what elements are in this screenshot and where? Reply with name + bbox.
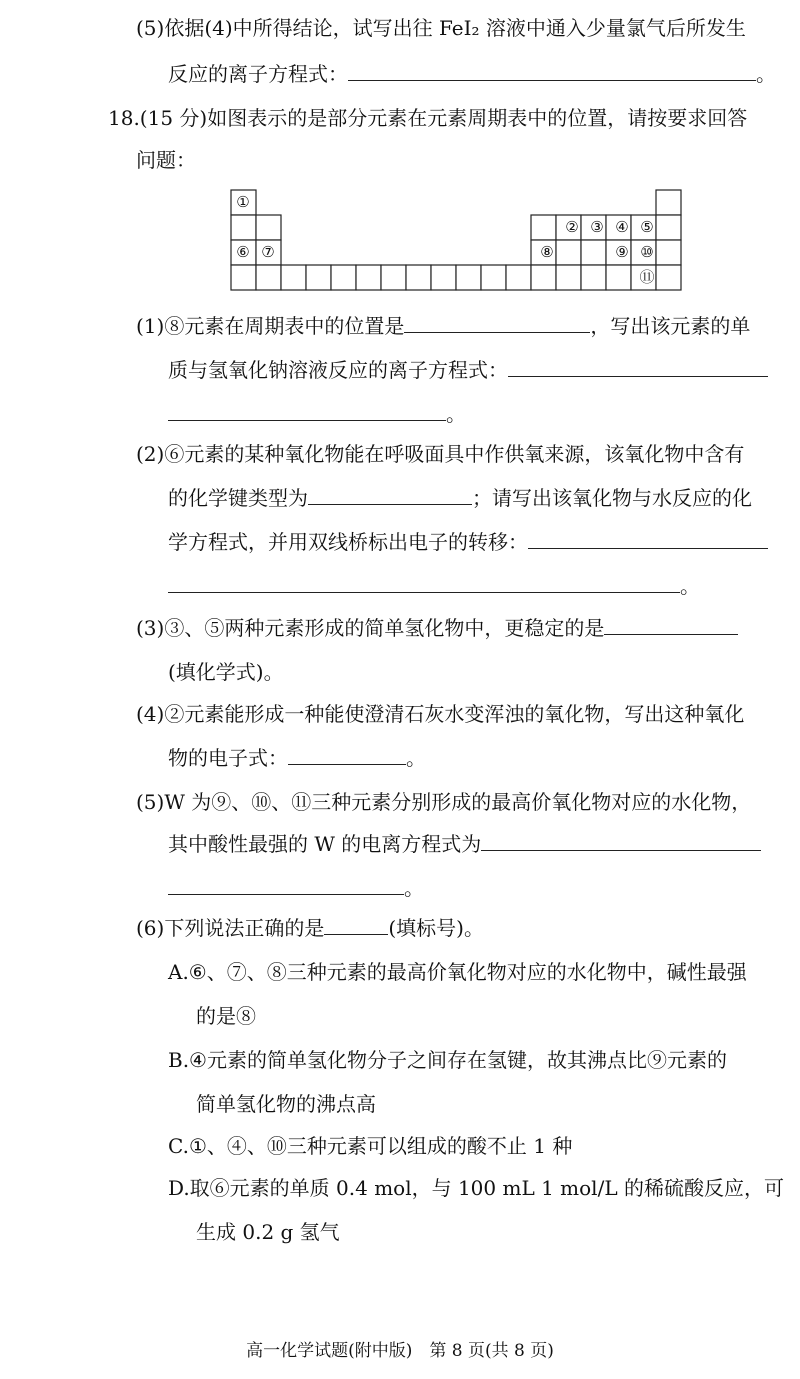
mark-4: ④ <box>615 218 629 236</box>
table-cell <box>656 215 681 240</box>
q18-header: 18.(15 分)如图表示的是部分元素在元素周期表中的位置，请按要求回答 <box>108 106 748 130</box>
p1-label-2: 质与氢氧化钠溶液反应的离子方程式： <box>168 358 508 382</box>
p4-line-2 <box>168 744 426 772</box>
table-cell <box>656 190 681 215</box>
mark-2: ② <box>565 218 579 236</box>
periodic-table-diagram <box>0 0 800 300</box>
option-b-line-2: 简单氢化物的沸点高 <box>196 1092 376 1116</box>
p2-label: 的化学键类型为 <box>168 486 308 510</box>
table-cell <box>406 265 431 290</box>
table-cell <box>531 215 556 240</box>
table-cell <box>381 265 406 290</box>
table-cell <box>556 240 581 265</box>
period: 。 <box>446 402 466 426</box>
table-cell <box>656 265 681 290</box>
mark-10: ⑩ <box>640 243 654 261</box>
mark-7: ⑦ <box>261 243 275 261</box>
p1-label: (1)⑧元素在周期表中的位置是 <box>136 314 405 338</box>
page-footer: 高一化学试题(附中版) 第 8 页(共 8 页) <box>246 1341 554 1361</box>
option-d-line-2: 生成 0.2 g 氢气 <box>196 1220 340 1244</box>
mark-6: ⑥ <box>236 243 250 261</box>
p3-line-2: (填化学式)。 <box>168 660 284 684</box>
p3-label: (3)③、⑤两种元素形成的简单氢化物中，更稳定的是 <box>136 616 605 640</box>
table-cell <box>256 215 281 240</box>
p5-line-2 <box>168 830 761 858</box>
q17-5-line-1: (5)依据(4)中所得结论，试写出往 FeI₂ 溶液中通入少量氯气后所发生 <box>136 16 746 40</box>
table-cell <box>431 265 456 290</box>
answer-blank[interactable] <box>168 874 404 895</box>
p5-line-3 <box>168 874 424 902</box>
answer-blank[interactable] <box>308 484 472 505</box>
p1-label-end: ，写出该元素的单 <box>590 314 751 338</box>
table-cell <box>581 265 606 290</box>
answer-blank[interactable] <box>324 914 388 935</box>
period: 。 <box>756 62 776 86</box>
table-cell <box>656 240 681 265</box>
mark-8: ⑧ <box>540 243 554 261</box>
p2-label-end: ；请写出该氧化物与水反应的化 <box>472 486 752 510</box>
p4-line-1: (4)②元素能形成一种能使澄清石灰水变浑浊的氧化物，写出这种氧化 <box>136 702 745 726</box>
q17-5-label: 反应的离子方程式： <box>168 62 348 86</box>
table-cell <box>531 265 556 290</box>
period: 。 <box>406 746 426 770</box>
answer-blank[interactable] <box>168 572 680 593</box>
mark-1: ① <box>236 193 250 211</box>
mark-11: ⑪ <box>639 268 655 286</box>
table-cell <box>231 215 256 240</box>
answer-blank[interactable] <box>604 614 738 635</box>
p6-line <box>136 914 484 942</box>
p6-label: (6)下列说法正确的是 <box>136 916 325 940</box>
p3-line-1 <box>136 614 738 642</box>
answer-blank[interactable] <box>481 830 761 851</box>
answer-blank[interactable] <box>168 400 446 421</box>
table-cell <box>306 265 331 290</box>
p2-label-3: 学方程式，并用双线桥标出电子的转移： <box>168 530 528 554</box>
p1-line-3 <box>168 400 466 428</box>
mark-5: ⑤ <box>640 218 654 236</box>
table-cell <box>481 265 506 290</box>
mark-3: ③ <box>590 218 604 236</box>
period: 。 <box>680 574 700 598</box>
p1-line-1 <box>136 312 750 340</box>
table-cell <box>506 265 531 290</box>
p5-label: 其中酸性最强的 W 的电离方程式为 <box>168 832 482 856</box>
p2-line-1: (2)⑥元素的某种氧化物能在呼吸面具中作供氧来源，该氧化物中含有 <box>136 442 745 466</box>
table-cell <box>606 265 631 290</box>
option-a-line-1: A.⑥、⑦、⑧三种元素的最高价氧化物对应的水化物中，碱性最强 <box>168 960 747 984</box>
answer-blank[interactable] <box>288 744 406 765</box>
option-d-line-1: D.取⑥元素的单质 0.4 mol，与 100 mL 1 mol/L 的稀硫酸反应，可 <box>168 1176 784 1200</box>
answer-blank[interactable] <box>404 312 590 333</box>
p4-label: 物的电子式： <box>168 746 288 770</box>
option-b-line-1: B.④元素的简单氢化物分子之间存在氢键，故其沸点比⑨元素的 <box>168 1048 727 1072</box>
p5-line-1: (5)W 为⑨、⑩、⑪三种元素分别形成的最高价氧化物对应的水化物， <box>136 790 752 814</box>
table-cell <box>556 265 581 290</box>
q18-header-2: 问题： <box>136 148 196 172</box>
table-cell <box>356 265 381 290</box>
table-cell <box>331 265 356 290</box>
p6-label-end: (填标号)。 <box>388 916 484 940</box>
mark-9: ⑨ <box>615 243 629 261</box>
answer-blank[interactable] <box>528 528 768 549</box>
table-cell <box>581 240 606 265</box>
option-c-line-1: C.①、④、⑩三种元素可以组成的酸不止 1 种 <box>168 1134 573 1158</box>
table-cells <box>231 190 681 290</box>
table-cell <box>456 265 481 290</box>
p2-line-4 <box>168 572 700 600</box>
table-cell <box>281 265 306 290</box>
p2-line-3 <box>168 528 768 556</box>
option-a-line-2: 的是⑧ <box>196 1004 256 1028</box>
p1-line-2 <box>168 356 768 384</box>
p2-line-2 <box>168 484 752 512</box>
table-cell <box>256 265 281 290</box>
answer-blank[interactable] <box>508 356 768 377</box>
table-cell <box>231 265 256 290</box>
period: 。 <box>404 876 424 900</box>
